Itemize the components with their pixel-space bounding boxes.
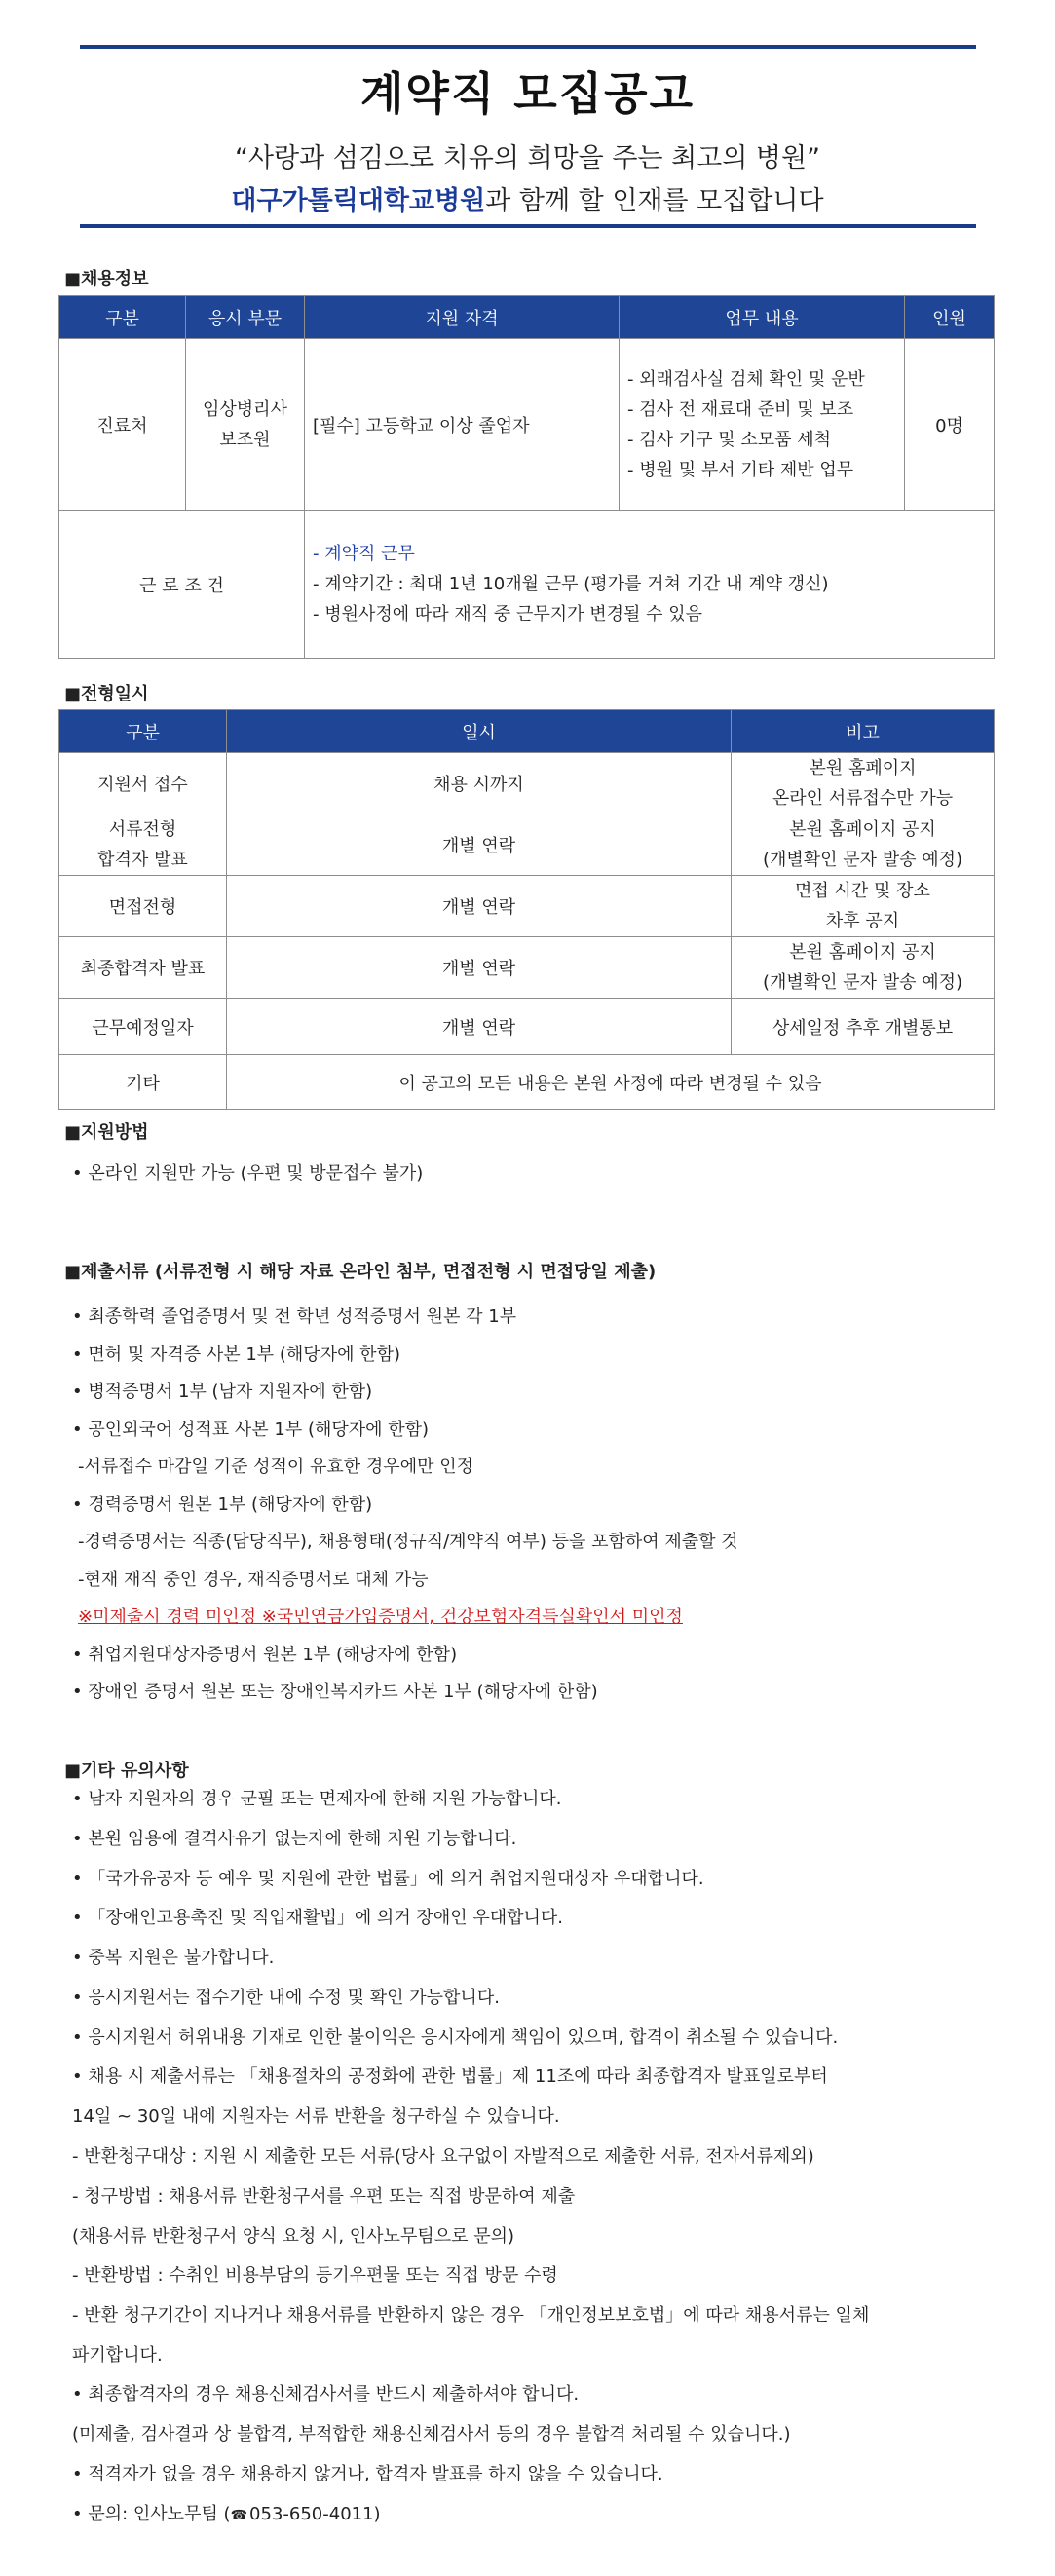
schedule-table <box>58 709 995 1110</box>
schedule-category <box>59 814 227 876</box>
recruit-qualification: [필수] 고등학교 이상 졸업자 <box>305 339 620 511</box>
schedule-category: 지원서 접수 <box>59 753 227 814</box>
duty-item: - 외래검사실 검체 확인 및 운반 <box>627 368 865 390</box>
note-item: (미제출, 검사결과 상 불합격, 부적합한 채용신체검사서 등의 경우 불합격 처리될 수 있습니다.) <box>72 2424 791 2444</box>
note-line: (개별확인 문자 발송 예정) <box>762 972 963 993</box>
header-category: 구분 <box>59 296 186 339</box>
note-item: • 남자 지원자의 경우 군필 또는 면제자에 한해 지원 가능합니다. <box>72 1789 562 1809</box>
recruit-category: 진료처 <box>59 339 186 511</box>
document-item: • 경력증명서 원본 1부 (해당자에 한함) <box>72 1495 373 1515</box>
note-subitem: 파기합니다. <box>72 2345 163 2366</box>
schedule-date: 채용 시까지 <box>227 753 732 814</box>
condition-item: - 병원사정에 따라 재직 중 근무지가 변경될 수 있음 <box>313 604 703 625</box>
section-apply: ■지원방법 <box>64 1122 149 1143</box>
note-item: • 적격자가 없을 경우 채용하지 않거나, 합격자 발표를 하지 않을 수 있습니다. <box>72 2464 663 2484</box>
document-subitem: -경력증명서는 직종(담당직무), 채용형태(정규직/계약직 여부) 등을 포함하여 제출할 것 <box>78 1532 738 1552</box>
apply-item: • 온라인 지원만 가능 (우편 및 방문접수 불가) <box>72 1163 424 1184</box>
schedule-other-label: 기타 <box>59 1055 227 1110</box>
recruit-duties <box>620 339 905 511</box>
duty-item: - 검사 전 재료대 준비 및 보조 <box>627 398 854 420</box>
duty-item: - 검사 기구 및 소모품 세척 <box>627 429 831 450</box>
note-item: • 응시지원서는 접수기한 내에 수정 및 확인 가능합니다. <box>72 1988 500 2008</box>
section-schedule: ■전형일시 <box>64 684 149 704</box>
note-item: • 응시지원서 허위내용 기재로 인한 불이익은 응시자에게 책임이 있으며, 합격이 취소될 수 있습니다. <box>72 2027 839 2048</box>
field-line: 보조원 <box>219 429 271 450</box>
schedule-date: 개별 연락 <box>227 876 732 937</box>
section-recruit-info: ■채용정보 <box>64 269 149 289</box>
category-line: 서류전형 <box>108 819 177 840</box>
schedule-other-text: 이 공고의 모든 내용은 본원 사정에 따라 변경될 수 있음 <box>227 1055 995 1110</box>
contact-line <box>72 2500 381 2525</box>
document-item: • 장애인 증명서 원본 또는 장애인복지카드 사본 1부 (해당자에 한함) <box>72 1682 598 1702</box>
note-line: 본원 홈페이지 공지 <box>789 819 936 840</box>
document-subitem: -서류접수 마감일 기준 성적이 유효한 경우에만 인정 <box>78 1457 473 1477</box>
schedule-category: 근무예정일자 <box>59 999 227 1055</box>
document-item: • 공인외국어 성적표 사본 1부 (해당자에 한함) <box>72 1420 430 1440</box>
bottom-divider <box>80 224 976 228</box>
hospital-name: 대구가톨릭대학교병원 <box>231 186 486 216</box>
section-notes: ■기타 유의사항 <box>64 1761 189 1781</box>
note-line: 면접 시간 및 장소 <box>795 881 930 901</box>
schedule-note <box>732 937 995 999</box>
schedule-note <box>732 876 995 937</box>
phone-icon: ☎ <box>230 2508 248 2523</box>
document-item: • 면허 및 자격증 사본 1부 (해당자에 한함) <box>72 1345 400 1365</box>
contact-prefix: • 문의: 인사노무팀 ( <box>72 2504 231 2524</box>
schedule-category: 최종합격자 발표 <box>59 937 227 999</box>
schedule-date: 개별 연락 <box>227 999 732 1055</box>
note-line: 본원 홈페이지 공지 <box>789 942 936 963</box>
note-line: 온라인 서류접수만 가능 <box>772 788 954 809</box>
header-count: 인원 <box>905 296 995 339</box>
note-line: 본원 홈페이지 <box>809 758 917 778</box>
section-documents: ■제출서류 (서류전형 시 해당 자료 온라인 첨부, 면접전형 시 면접당일 제출) <box>64 1262 657 1282</box>
note-subitem: (채용서류 반환청구서 양식 요청 시, 인사노무팀으로 문의) <box>72 2226 515 2247</box>
note-subitem: - 청구방법 : 채용서류 반환청구서를 우편 또는 직접 방문하여 제출 <box>72 2186 576 2207</box>
recruit-line <box>0 179 1055 217</box>
note-line: (개별확인 문자 발송 예정) <box>762 850 963 870</box>
header-qualification: 지원 자격 <box>305 296 620 339</box>
recruit-count: 0명 <box>905 339 995 511</box>
schedule-note <box>732 814 995 876</box>
field-line: 임상병리사 <box>203 398 287 420</box>
note-item: • 채용 시 제출서류는 「채용절차의 공정화에 관한 법률」제 11조에 따라 최종합격자 발표일로부터 <box>72 2066 828 2087</box>
conditions-content <box>305 511 995 659</box>
schedule-category: 면접전형 <box>59 876 227 937</box>
document-subitem: -현재 재직 중인 경우, 재직증명서로 대체 가능 <box>78 1570 429 1590</box>
schedule-header-note: 비고 <box>732 710 995 753</box>
schedule-header-category: 구분 <box>59 710 227 753</box>
note-item: • 본원 임용에 결격사유가 없는자에 한해 지원 가능합니다. <box>72 1829 517 1849</box>
recruit-info-table <box>58 295 995 659</box>
note-subitem: - 반환 청구기간이 지나거나 채용서류를 반환하지 않은 경우 「개인정보보호법」에 따라 채용서류는 일체 <box>72 2305 870 2326</box>
condition-item: - 계약직 근무 <box>313 544 415 564</box>
note-item: • 최종합격자의 경우 채용신체검사서를 반드시 제출하셔야 합니다. <box>72 2384 580 2405</box>
note-item: • 「장애인고용촉진 및 직업재활법」에 의거 장애인 우대합니다. <box>72 1908 563 1928</box>
document-item: • 최종학력 졸업증명서 및 전 학년 성적증명서 원본 각 1부 <box>72 1307 517 1327</box>
schedule-note <box>732 753 995 814</box>
recruit-field <box>186 339 305 511</box>
schedule-note: 상세일정 추후 개별통보 <box>732 999 995 1055</box>
condition-item: - 계약기간 : 최대 1년 10개월 근무 (평가를 거쳐 기간 내 계약 갱신) <box>313 574 829 594</box>
header-field: 응시 부문 <box>186 296 305 339</box>
duty-item: - 병원 및 부서 기타 제반 업무 <box>627 459 854 480</box>
note-subitem: - 반환청구대상 : 지원 시 제출한 모든 서류(당사 요구없이 자발적으로 제출한 서류, 전자서류제외) <box>72 2146 814 2167</box>
note-line: 차후 공지 <box>825 911 900 931</box>
note-subitem: - 반환방법 : 수취인 비용부담의 등기우편물 또는 직접 방문 수령 <box>72 2265 558 2286</box>
document-item: • 병적증명서 1부 (남자 지원자에 한함) <box>72 1382 373 1402</box>
conditions-label: 근 로 조 건 <box>59 511 305 659</box>
recruit-suffix: 과 함께 할 인재를 모집합니다 <box>485 186 824 216</box>
document-item: • 취업지원대상자증명서 원본 1부 (해당자에 한함) <box>72 1645 458 1665</box>
page-title: 계약직 모집공고 <box>359 67 696 120</box>
schedule-date: 개별 연락 <box>227 814 732 876</box>
header-duties: 업무 내용 <box>620 296 905 339</box>
note-item: 14일 ~ 30일 내에 지원자는 서류 반환을 청구하실 수 있습니다. <box>72 2106 560 2127</box>
category-line: 합격자 발표 <box>97 850 188 870</box>
document-warning: ※미제출시 경력 미인정 ※국민연금가입증명서, 건강보험자격득실확인서 미인정 <box>78 1607 683 1627</box>
note-item: • 중복 지원은 불가합니다. <box>72 1948 275 1968</box>
schedule-header-date: 일시 <box>227 710 732 753</box>
contact-number: 053-650-4011) <box>249 2504 381 2524</box>
hospital-slogan: “사랑과 섬김으로 치유의 희망을 주는 최고의 병원” <box>234 143 821 173</box>
top-divider <box>80 45 976 49</box>
schedule-date: 개별 연락 <box>227 937 732 999</box>
note-item: • 「국가유공자 등 예우 및 지원에 관한 법률」에 의거 취업지원대상자 우대합니다. <box>72 1869 704 1889</box>
